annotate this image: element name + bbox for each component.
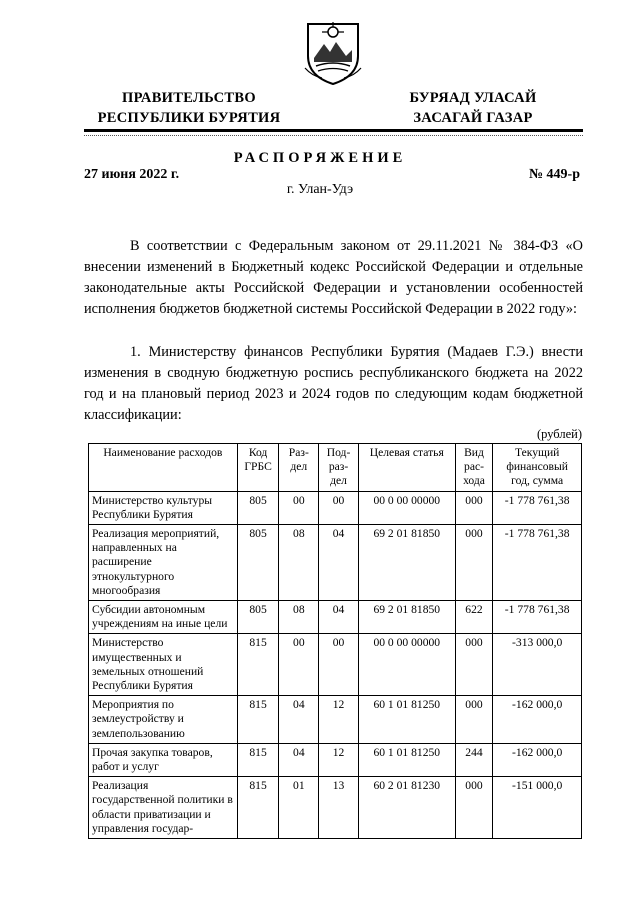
- paragraph-item-1: 1. Министерству финансов Республики Бурятия (Мадаев Г.Э.) внести изменения в сводную бюджетную роспись республиканского бюджета на 2022 год и на плановый период 2023 и 2024 годов по следующим кодам бюджетной классификации:: [84, 344, 583, 423]
- document-city: г. Улан-Удэ: [286, 182, 354, 197]
- cell-name: Реализация государственной политики в области приватизации и управления государ-: [89, 777, 238, 839]
- cell-name: Мероприятия по землеустройству и землепользованию: [89, 696, 238, 744]
- cell-podrazdel: 13: [319, 777, 359, 839]
- table-row: [89, 777, 582, 839]
- cell-vid: 000: [455, 634, 493, 696]
- cell-summa: -313 000,0: [493, 634, 582, 696]
- table-row: [89, 601, 582, 634]
- cell-podrazdel: 00: [319, 491, 359, 524]
- cell-grbs: 805: [237, 491, 279, 524]
- paragraph-preamble: В соответствии с Федеральным законом от 29.11.2021 № 384-ФЗ «О внесении изменений в Бюджетный кодекс Российской Федерации и отдельные законодательные акты Российской Федерации и установлении особенностей исполнения бюджетов бюджетной системы Российской Федерации в 2022 году»:: [84, 238, 583, 317]
- cell-name: Министерство культуры Республики Бурятия: [89, 491, 238, 524]
- table-header-row: [89, 444, 582, 492]
- coat-of-arms-emblem: [302, 18, 364, 86]
- cell-razdel: 04: [279, 696, 319, 744]
- header-podrazdel: Под- раз- дел: [319, 444, 359, 492]
- government-name-bua-line1: БУРЯАД УЛАСАЙ: [409, 90, 537, 106]
- government-name-ru-line2: РЕСПУБЛИКИ БУРЯТИЯ: [97, 110, 281, 126]
- document-title: РАСПОРЯЖЕНИЕ: [233, 150, 407, 166]
- cell-razdel: 00: [279, 634, 319, 696]
- cell-name: Прочая закупка товаров, работ и услуг: [89, 743, 238, 776]
- cell-summa: -1 778 761,38: [493, 491, 582, 524]
- header-vid: Вид рас- хода: [455, 444, 493, 492]
- cell-summa: -1 778 761,38: [493, 601, 582, 634]
- header-divider: [84, 129, 583, 132]
- header-grbs: Код ГРБС: [237, 444, 279, 492]
- cell-vid: 000: [455, 491, 493, 524]
- table-row: [89, 491, 582, 524]
- header-razdel: Раз- дел: [279, 444, 319, 492]
- cell-grbs: 815: [237, 696, 279, 744]
- cell-summa: -151 000,0: [493, 777, 582, 839]
- cell-summa: -162 000,0: [493, 696, 582, 744]
- cell-podrazdel: 04: [319, 525, 359, 601]
- header-name: Наименование расходов: [89, 444, 238, 492]
- table-row: [89, 525, 582, 601]
- cell-podrazdel: 12: [319, 743, 359, 776]
- header-summa: Текущий финансовый год, сумма: [493, 444, 582, 492]
- document-number: № 449-р: [528, 167, 580, 182]
- cell-celevaya: 69 2 01 81850: [358, 601, 455, 634]
- cell-vid: 000: [455, 696, 493, 744]
- cell-name: Реализация мероприятий, направленных на расширение этнокультурного многообразия: [89, 525, 238, 601]
- cell-vid: 000: [455, 525, 493, 601]
- cell-celevaya: 00 0 00 00000: [358, 491, 455, 524]
- cell-razdel: 08: [279, 525, 319, 601]
- cell-podrazdel: 00: [319, 634, 359, 696]
- cell-name: Субсидии автономным учреждениям на иные цели: [89, 601, 238, 634]
- cell-summa: -1 778 761,38: [493, 525, 582, 601]
- government-name-bua-line2: ЗАСАГАЙ ГАЗАР: [413, 110, 533, 126]
- cell-razdel: 00: [279, 491, 319, 524]
- cell-grbs: 815: [237, 634, 279, 696]
- cell-summa: -162 000,0: [493, 743, 582, 776]
- cell-grbs: 805: [237, 525, 279, 601]
- cell-razdel: 01: [279, 777, 319, 839]
- table-row: [89, 634, 582, 696]
- cell-razdel: 04: [279, 743, 319, 776]
- cell-celevaya: 60 1 01 81250: [358, 743, 455, 776]
- government-name-ru: [84, 88, 294, 128]
- cell-grbs: 815: [237, 777, 279, 839]
- budget-table: [88, 443, 582, 839]
- government-name-ru-line1: ПРАВИТЕЛЬСТВО: [122, 90, 256, 106]
- cell-vid: 000: [455, 777, 493, 839]
- cell-vid: 244: [455, 743, 493, 776]
- cell-name: Министерство имущественных и земельных отношений Республики Бурятия: [89, 634, 238, 696]
- table-row: [89, 743, 582, 776]
- cell-celevaya: 69 2 01 81850: [358, 525, 455, 601]
- cell-celevaya: 60 2 01 81230: [358, 777, 455, 839]
- header-divider-dotted: [84, 135, 583, 136]
- table-row: [89, 696, 582, 744]
- cell-celevaya: 60 1 01 81250: [358, 696, 455, 744]
- cell-celevaya: 00 0 00 00000: [358, 634, 455, 696]
- cell-podrazdel: 04: [319, 601, 359, 634]
- document-date: 27 июня 2022 г.: [84, 167, 180, 182]
- cell-grbs: 815: [237, 743, 279, 776]
- government-name-bua: [388, 88, 558, 128]
- cell-podrazdel: 12: [319, 696, 359, 744]
- table-units: (рублей): [536, 427, 582, 441]
- cell-grbs: 805: [237, 601, 279, 634]
- header-celevaya: Целевая статья: [358, 444, 455, 492]
- cell-vid: 622: [455, 601, 493, 634]
- cell-razdel: 08: [279, 601, 319, 634]
